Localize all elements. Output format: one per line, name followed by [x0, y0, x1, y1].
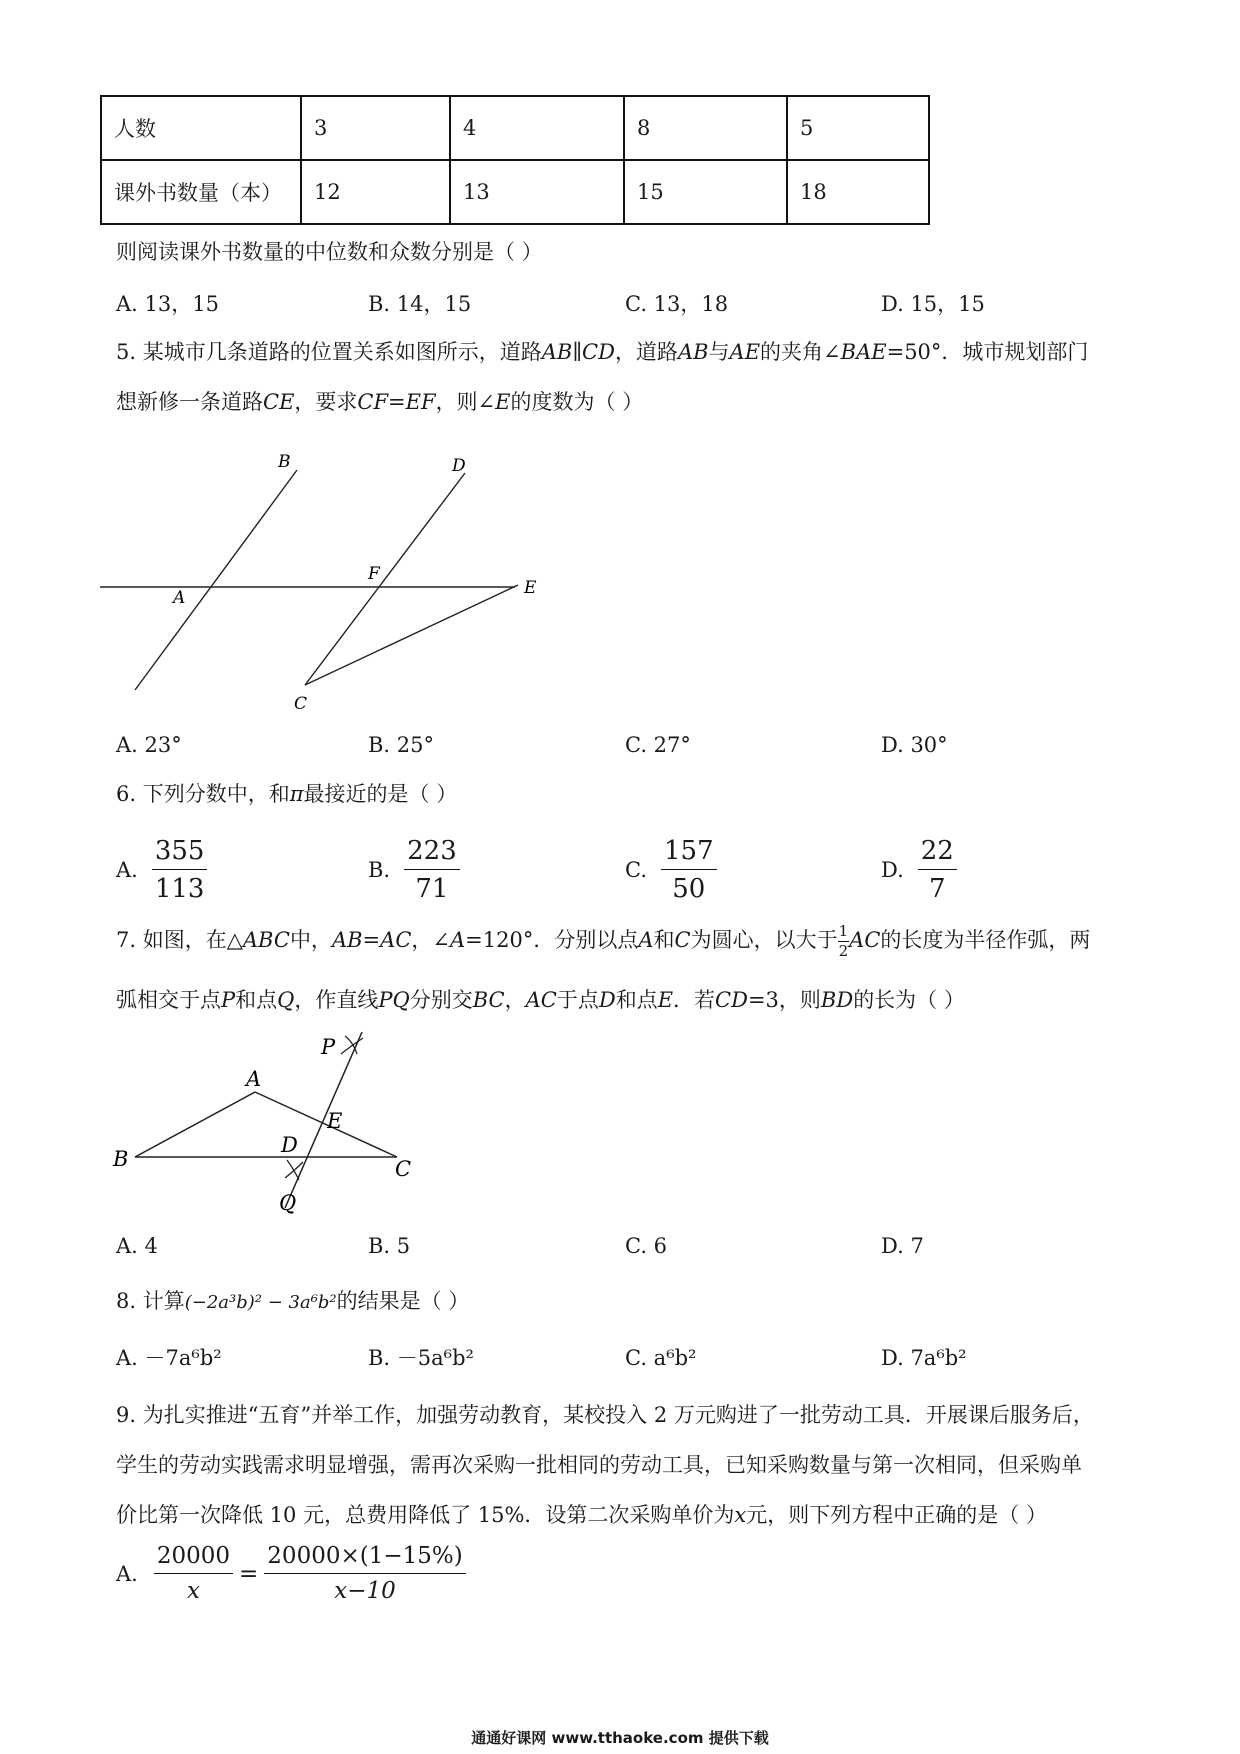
q5-option-a: A. 23°	[116, 733, 182, 757]
label-d: D	[452, 456, 466, 476]
table-cell: 人数	[101, 96, 301, 160]
table-cell: 4	[450, 96, 624, 160]
table-row	[101, 96, 929, 160]
label-d: D	[281, 1133, 298, 1157]
table-cell: 3	[301, 96, 450, 160]
table-cell: 18	[787, 160, 929, 224]
q4-option-d: D. 15，15	[881, 292, 985, 316]
q9-option-a: A. $\frac{20000}{x}$ = $\frac{20000\times(1-15\%)}{x-10}$	[116, 1545, 466, 1603]
q6-option-a: A. $\frac{355}{113}$	[116, 838, 207, 902]
q7-triangle-figure	[105, 1030, 435, 1220]
side-ab	[135, 1092, 255, 1157]
road-ce	[305, 585, 518, 685]
label-q: Q	[279, 1191, 297, 1215]
table-cell: 15	[624, 160, 787, 224]
table-cell: 5	[787, 96, 929, 160]
q6-stem: 6. 下列分数中，和π最接近的是（ ）	[116, 782, 458, 806]
q8-option-d: D. 7a⁶b²	[881, 1346, 967, 1370]
table-cell: 8	[624, 96, 787, 160]
label-a: A	[173, 588, 186, 608]
q6-option-b: B. $\frac{223}{71}$	[368, 838, 460, 902]
side-ac	[255, 1092, 397, 1157]
q8-stem: 8. 计算(−2a³b)² − 3a⁶b²的结果是（ ）	[116, 1289, 470, 1313]
q7-option-b: B. 5	[368, 1234, 411, 1258]
q4-option-a: A. 13，15	[116, 292, 219, 316]
q4-option-b: B. 14，15	[368, 292, 472, 316]
label-b: B	[278, 452, 291, 472]
arc-mark-q	[285, 1160, 303, 1180]
label-f: F	[368, 564, 380, 584]
table-cell: 12	[301, 160, 450, 224]
label-e: E	[524, 578, 537, 598]
q6-option-c: C. $\frac{157}{50}$	[625, 838, 717, 902]
road-cd	[305, 473, 465, 685]
q5-stem-line2: 想新修一条道路CE，要求CF=EF，则∠E的度数为（ ）	[116, 390, 644, 414]
table-row	[101, 160, 929, 224]
label-c: C	[294, 694, 308, 714]
q5-option-d: D. 30°	[881, 733, 948, 757]
q4-stem: 则阅读课外书数量的中位数和众数分别是（ ）	[116, 240, 543, 264]
label-p: P	[321, 1035, 336, 1059]
q7-stem-line1: 7. 如图，在△ABC中，AB=AC，∠A=120°．分别以点A和C为圆心，以大于 $\frac{1}{2}$ AC的长度为半径作弧，两	[116, 922, 1091, 960]
q7-option-a: A. 4	[116, 1234, 158, 1258]
q7-option-c: C. 6	[625, 1234, 668, 1258]
label-c: C	[395, 1157, 412, 1181]
q8-option-a: A. －7a⁶b²	[116, 1346, 222, 1370]
q8-option-b: B. －5a⁶b²	[368, 1346, 474, 1370]
q9-stem-line2: 学生的劳动实践需求明显增强，需再次采购一批相同的劳动工具，已知采购数量与第一次相同，但采购单	[116, 1453, 1082, 1477]
label-e: E	[327, 1109, 343, 1133]
data-table	[100, 95, 930, 225]
q7-stem-line2: 弧相交于点P和点Q，作直线PQ分别交BC，AC于点D和点E．若CD=3，则BD的长为（ ）	[116, 988, 965, 1012]
q5-road-figure	[100, 445, 560, 725]
q5-option-b: B. 25°	[368, 733, 435, 757]
q9-stem-line1: 9. 为扎实推进“五育”并举工作，加强劳动教育，某校投入 2 万元购进了一批劳动工具．开展课后服务后，	[116, 1403, 1094, 1427]
q4-option-c: C. 13，18	[625, 292, 729, 316]
q5-option-c: C. 27°	[625, 733, 691, 757]
page-footer: 通通好课网 www.tthaoke.com 提供下载	[471, 1729, 769, 1747]
road-ab	[135, 470, 297, 690]
label-b: B	[113, 1147, 129, 1171]
q6-option-d: D. $\frac{22}{7}$	[881, 838, 957, 902]
q8-option-c: C. a⁶b²	[625, 1346, 697, 1370]
table-cell: 课外书数量（本）	[101, 160, 301, 224]
label-a: A	[246, 1067, 262, 1091]
q9-stem-line3: 价比第一次降低 10 元，总费用降低了 15%．设第二次采购单价为x元，则下列方程中正确的是（ ）	[116, 1503, 1047, 1527]
q5-stem-line1: 5. 某城市几条道路的位置关系如图所示，道路AB∥CD，道路AB与AE的夹角∠BAE=50°．城市规划部门	[116, 340, 1089, 364]
q7-option-d: D. 7	[881, 1234, 924, 1258]
table-cell: 13	[450, 160, 624, 224]
